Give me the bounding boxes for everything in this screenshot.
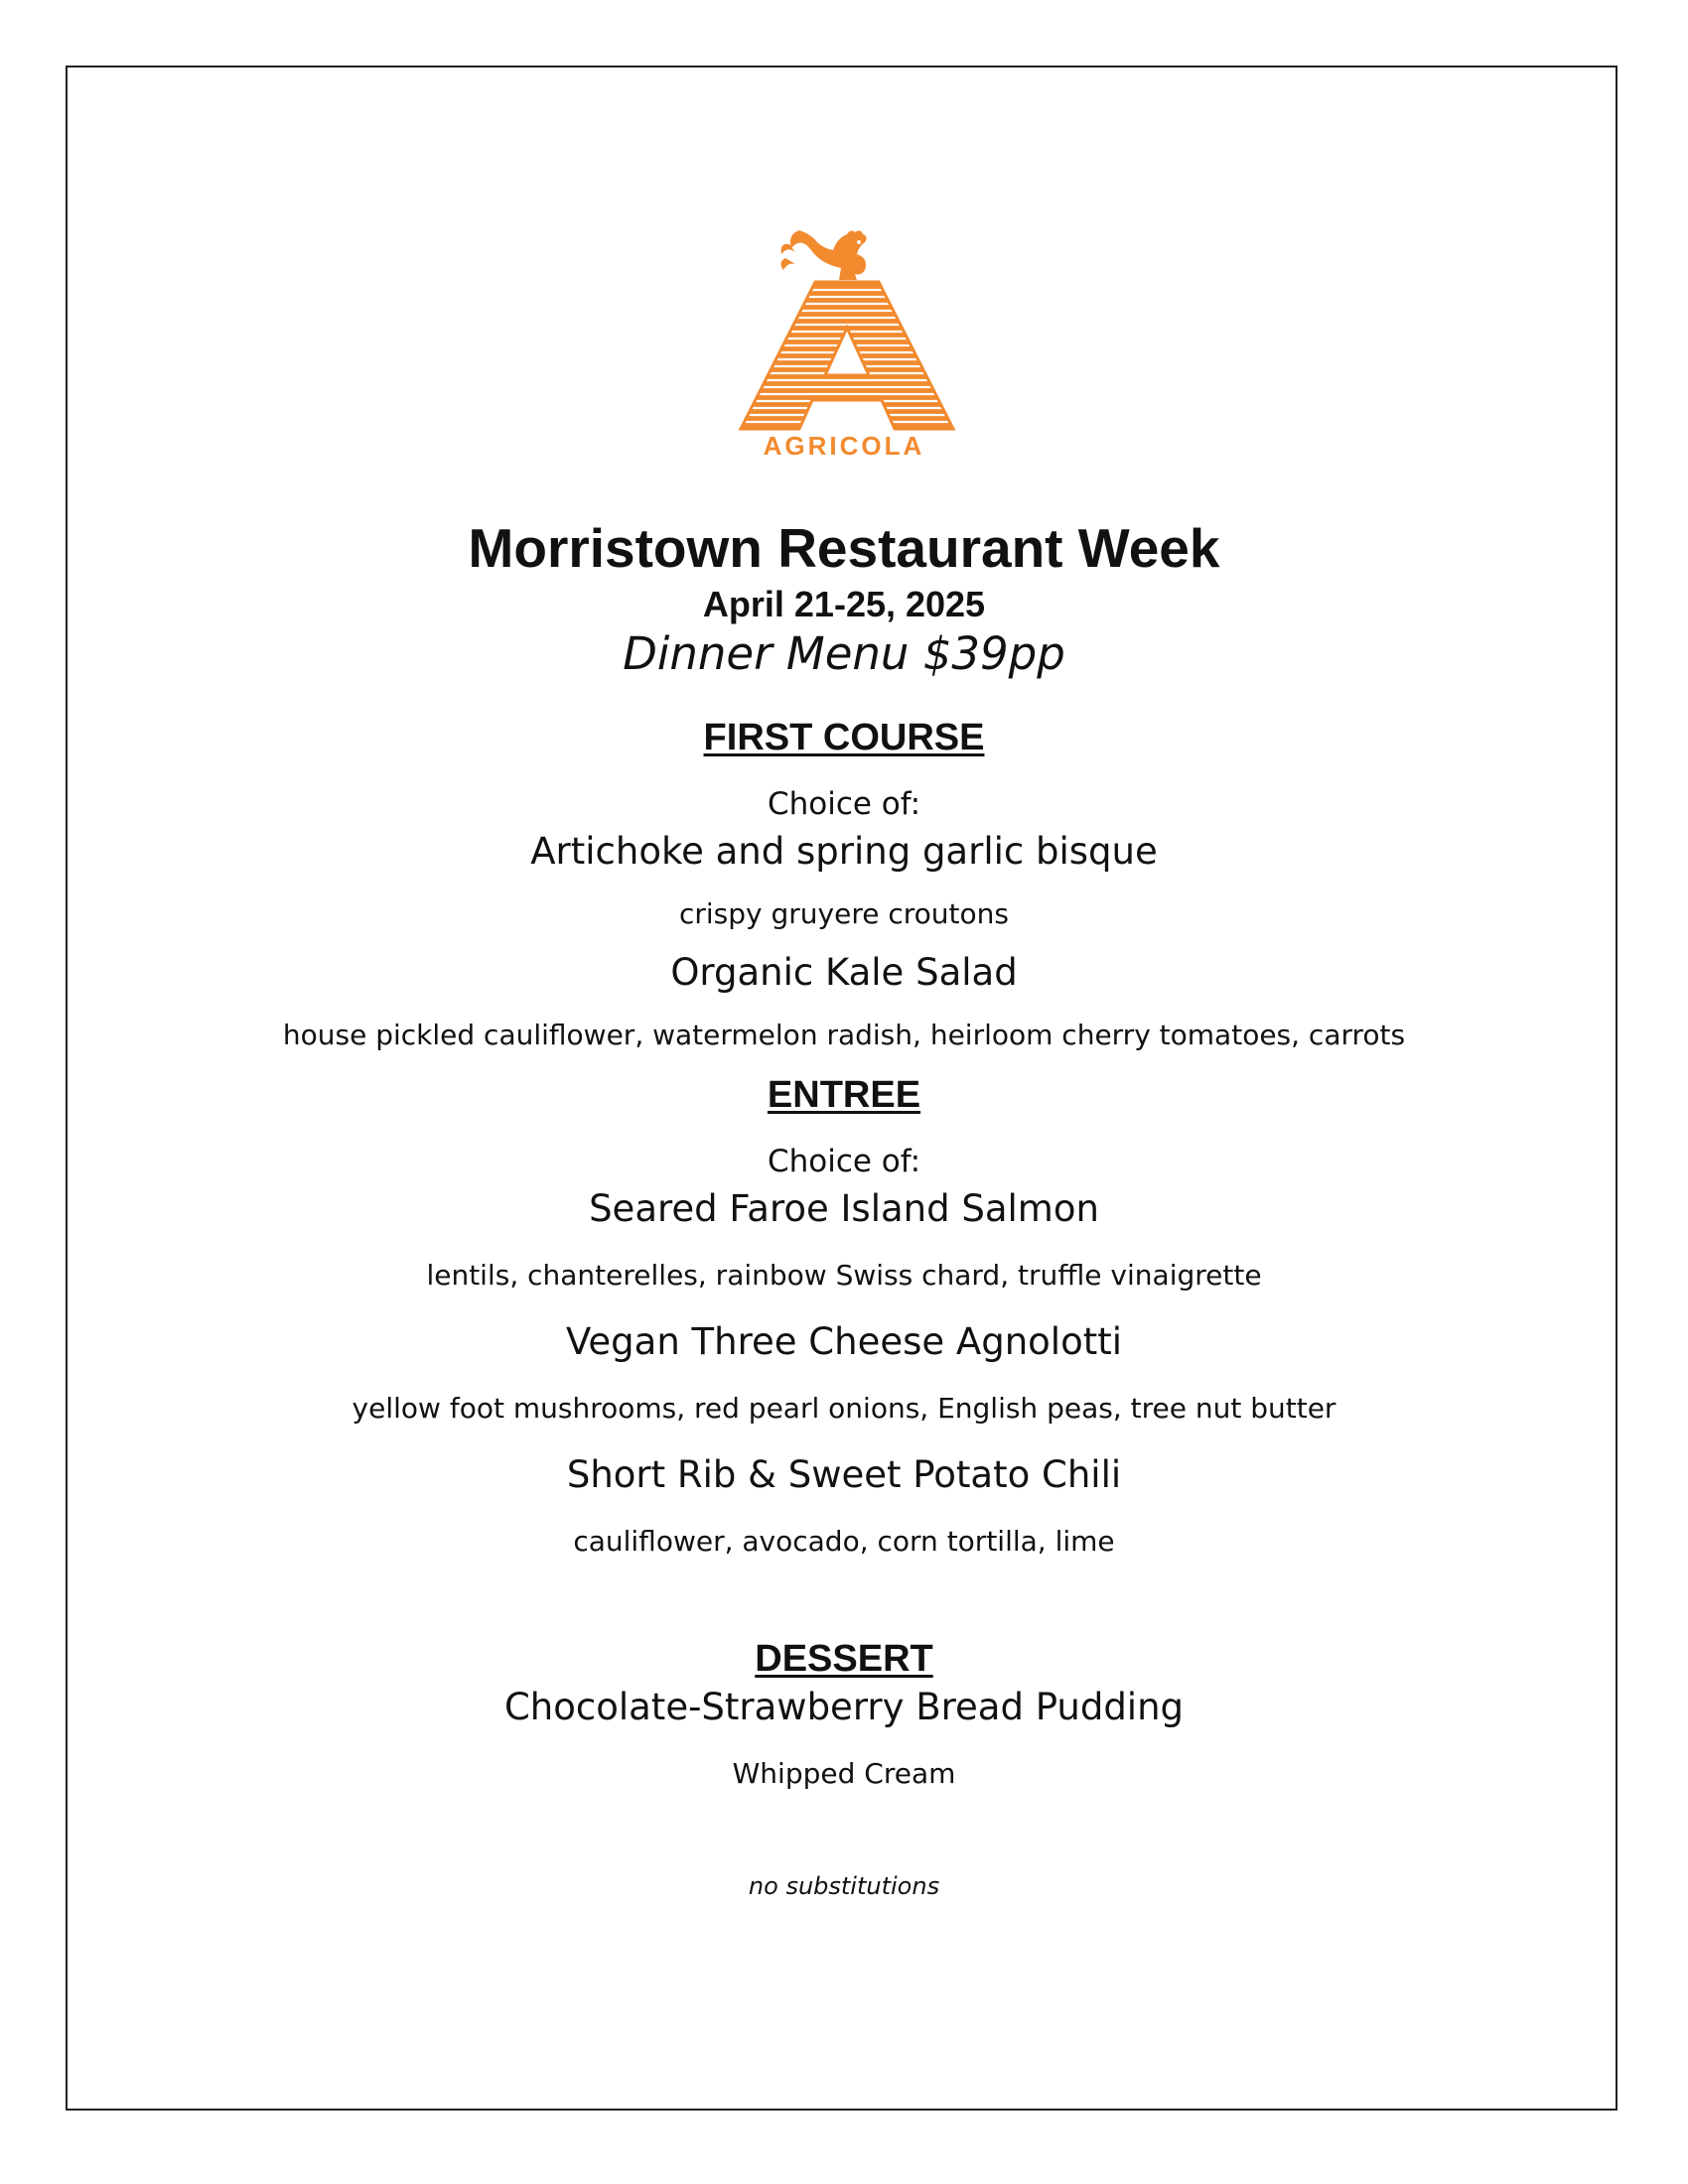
menu-item-description: lentils, chanterelles, rainbow Swiss chard, truffle vinaigrette [426,1259,1262,1292]
page-title: Morristown Restaurant Week [468,517,1220,579]
first-course-heading: FIRST COURSE [703,717,985,758]
brand-wordmark: AGRICOLA [763,431,925,461]
menu-item-name: Organic Kale Salad [670,951,1018,994]
menu-item-description: cauliflower, avocado, corn tortilla, lime [573,1525,1115,1558]
footer-note: no substitutions [748,1872,940,1900]
menu-item-name: Chocolate-Strawberry Bread Pudding [503,1686,1185,1728]
entree-heading: ENTREE [767,1074,921,1116]
first-course-choice-label: Choice of: [767,786,921,822]
menu-item-name: Vegan Three Cheese Agnolotti [565,1320,1123,1363]
entree-choice-label: Choice of: [767,1144,921,1179]
menu-item-description: Whipped Cream [732,1757,956,1790]
menu-item-name: Short Rib & Sweet Potato Chili [566,1453,1122,1496]
dessert-heading: DESSERT [755,1638,933,1680]
rooster-a-logo-icon [730,224,964,463]
menu-item-name: Seared Faroe Island Salmon [589,1187,1099,1230]
event-dates: April 21-25, 2025 [702,584,986,624]
menu-item-description: crispy gruyere croutons [679,897,1009,930]
menu-item-description: yellow foot mushrooms, red pearl onions, English peas, tree nut butter [352,1392,1336,1425]
menu-item-name: Artichoke and spring garlic bisque [530,830,1158,873]
menu-item-description: house pickled cauliflower, watermelon radish, heirloom cherry tomatoes, carrots [282,1019,1406,1051]
menu-price: Dinner Menu $39pp [623,627,1065,680]
